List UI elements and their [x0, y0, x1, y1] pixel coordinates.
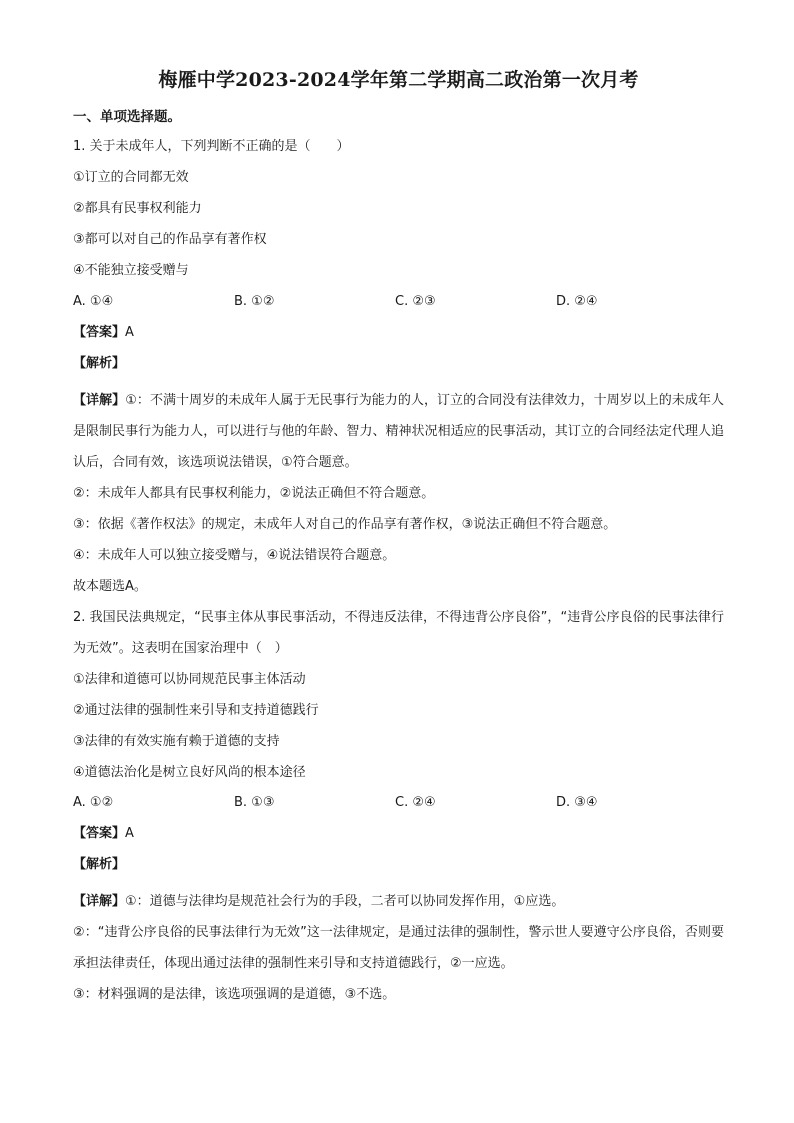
- option-statement: ④道德法治化是树立良好风尚的根本途径: [73, 765, 306, 780]
- choice-b: B. ①③: [234, 795, 275, 810]
- section-heading: 一、单项选择题。: [73, 109, 181, 125]
- analysis-line: [73, 354, 724, 374]
- option-statement: ①订立的合同都无效: [73, 170, 189, 185]
- answer-value: A: [125, 826, 134, 841]
- detail-paragraph: [73, 886, 724, 917]
- answer-choices: [73, 793, 724, 813]
- choice-b: B. ①②: [234, 294, 275, 309]
- choice-a: A. ①④: [73, 294, 114, 309]
- answer-line: [73, 323, 724, 343]
- detail-paragraph: ③：材料强调的是法律，该选项强调的是道德，③不选。: [73, 987, 396, 1002]
- option-statement: ③法律的有效实施有赖于道德的支持: [73, 734, 280, 749]
- option-statement: ②通过法律的强制性来引导和支持道德践行: [73, 703, 319, 718]
- answer-label: 【答案】: [73, 325, 126, 340]
- question-stem: 2. 我国民法典规定，“民事主体从事民事活动，不得违反法律，不得违背公序良俗”，“违背公序良俗的民事法律行为无效”。这表明在国家治理中（ ）: [73, 610, 724, 656]
- choice-d: D. ③④: [556, 795, 598, 810]
- conclusion: 故本题选A。: [73, 579, 147, 594]
- answer-line: [73, 824, 724, 844]
- question-stem: 1. 关于未成年人，下列判断不正确的是（ ）: [73, 139, 350, 154]
- option-statement: ③都可以对自己的作品享有著作权: [73, 232, 267, 247]
- answer-label: 【答案】: [73, 826, 126, 841]
- choice-c: C. ②③: [395, 294, 436, 309]
- detail-paragraph: ②：“违背公序良俗的民事法律行为无效”这一法律规定，是通过法律的强制性，警示世人要遵守公序良俗，否则要承担法律责任，体现出通过法律的强制性来引导和支持道德践行，②一应选。: [73, 925, 724, 971]
- question-1: [73, 137, 724, 602]
- analysis-label: 【解析】: [73, 356, 126, 371]
- detail-paragraph: ②：未成年人都具有民事权利能力，②说法正确但不符合题意。: [73, 486, 435, 501]
- detail-label: 【详解】: [73, 894, 126, 909]
- option-statement: ②都具有民事权利能力: [73, 201, 202, 216]
- choice-c: C. ②④: [395, 795, 436, 810]
- detail-text: ①：不满十周岁的未成年人属于无民事行为能力的人，订立的合同没有法律效力，十周岁以上的未成年人是限制民事行为能力人，可以进行与他的年龄、智力、精神状况相适应的民事活动，其订立的合同经法定代理人追认后，合同有效，该选项说法错误，①符合题意。: [73, 393, 724, 470]
- answer-choices: [73, 292, 724, 312]
- analysis-line: [73, 855, 724, 875]
- option-statement: ④不能独立接受赠与: [73, 263, 189, 278]
- detail-paragraph: [73, 385, 724, 478]
- question-2: [73, 602, 724, 1010]
- choice-d: D. ②④: [556, 294, 598, 309]
- answer-value: A: [125, 325, 134, 340]
- detail-paragraph: ③：依据《著作权法》的规定，未成年人对自己的作品享有著作权，③说法正确但不符合题意。: [73, 517, 617, 532]
- detail-paragraph: ④：未成年人可以独立接受赠与，④说法错误符合题意。: [73, 548, 396, 563]
- exam-title: 梅雁中学2023-2024学年第二学期高二政治第一次月考: [158, 69, 639, 91]
- detail-label: 【详解】: [73, 393, 126, 408]
- detail-text: ①：道德与法律均是规范社会行为的手段，二者可以协同发挥作用，①应选。: [125, 894, 565, 909]
- choice-a: A. ①②: [73, 795, 114, 810]
- option-statement: ①法律和道德可以协同规范民事主体活动: [73, 672, 306, 687]
- analysis-label: 【解析】: [73, 857, 126, 872]
